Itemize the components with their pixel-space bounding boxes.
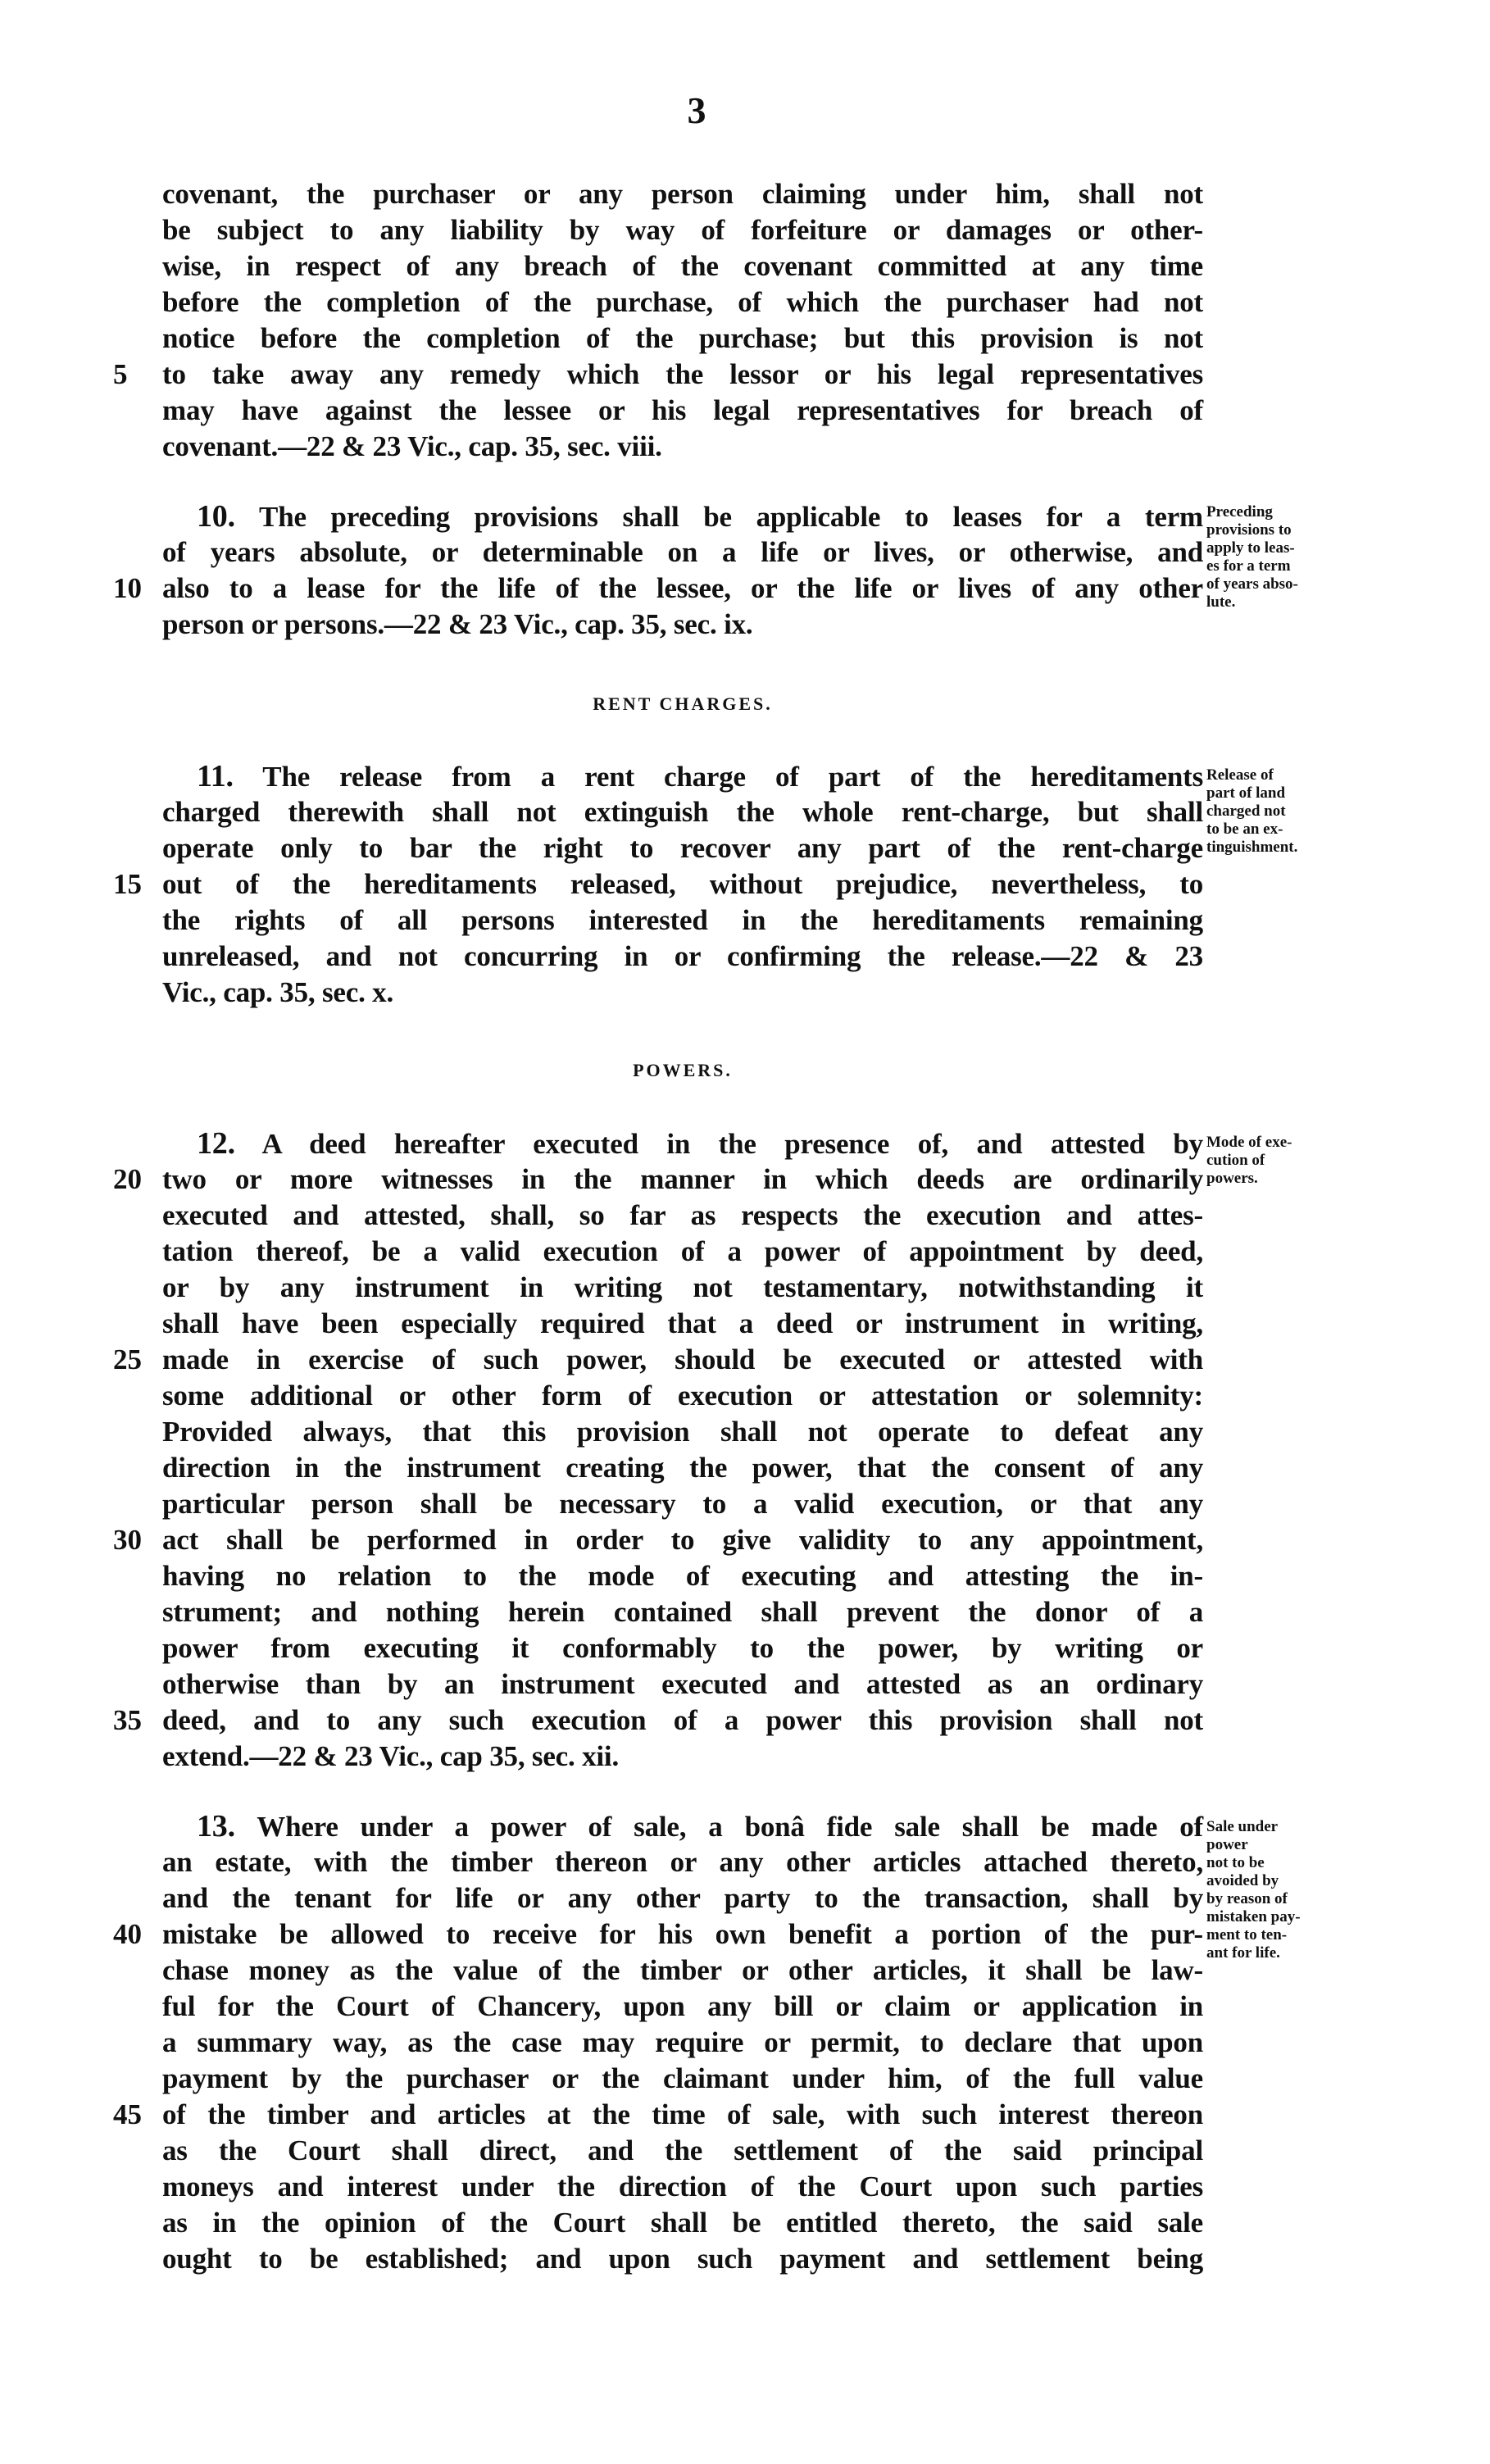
line-number: 30 bbox=[113, 1524, 142, 1556]
section-11-first-line bbox=[162, 758, 1203, 794]
text-line: otherwise than by an instrument executed and attested as an ordinary bbox=[162, 1668, 1203, 1700]
text-line: notice before the completion of the purchase; but this provision is not bbox=[162, 322, 1203, 354]
text-line: having no relation to the mode of executing and attesting the in- bbox=[162, 1560, 1203, 1592]
text-line: or by any instrument in writing not testamentary, notwithstanding it bbox=[162, 1271, 1203, 1303]
side-note-s11 bbox=[1206, 766, 1383, 857]
text-line: operate only to bar the right to recover any part of the rent-charge bbox=[162, 832, 1203, 864]
section-heading-powers: POWERS. bbox=[633, 1060, 733, 1080]
side-note-s13 bbox=[1206, 1818, 1383, 1962]
side-note-line: of years abso- bbox=[1206, 575, 1298, 593]
text-line: a summary way, as the case may require or permit, to declare that upon bbox=[162, 2026, 1203, 2058]
text-line: strument; and nothing herein contained shall prevent the donor of a bbox=[162, 1596, 1203, 1628]
section-10-first-line bbox=[162, 498, 1203, 534]
side-note-line: es for a term bbox=[1206, 557, 1291, 575]
text-line: wise, in respect of any breach of the covenant committed at any time bbox=[162, 250, 1203, 282]
line-number: 25 bbox=[113, 1343, 142, 1375]
line-number: 5 bbox=[113, 358, 128, 390]
text-line: moneys and interest under the direction of the Court upon such parties bbox=[162, 2171, 1203, 2203]
line-number: 15 bbox=[113, 868, 142, 900]
page-number: 3 bbox=[687, 89, 706, 131]
text-line: power from executing it conformably to the power, by writing or bbox=[162, 1632, 1203, 1664]
text-line: tation thereof, be a valid execution of a power of appointment by deed, bbox=[162, 1235, 1203, 1267]
text-line: ful for the Court of Chancery, upon any bill or claim or application in bbox=[162, 1990, 1203, 2022]
text-line: direction in the instrument creating the power, that the consent of any bbox=[162, 1452, 1203, 1484]
text-line: of years absolute, or determinable on a life or lives, or otherwise, and bbox=[162, 536, 1203, 568]
side-note-line: ant for life. bbox=[1206, 1944, 1280, 1962]
side-note-line: Sale under bbox=[1206, 1818, 1279, 1835]
text-line: executed and attested, shall, so far as respects the execution and attes- bbox=[162, 1199, 1203, 1231]
text-line: Provided always, that this provision shall not operate to defeat any bbox=[162, 1416, 1203, 1448]
text-line: and the tenant for life or any other party to the transaction, shall by bbox=[162, 1882, 1203, 1914]
text-line: unreleased, and not concurring in or confirming the release.—22 & 23 bbox=[162, 940, 1203, 972]
line-number: 20 bbox=[113, 1163, 142, 1195]
text-line: to take away any remedy which the lessor or his legal representatives bbox=[162, 358, 1203, 390]
text-line: an estate, with the timber thereon or any other articles attached thereto, bbox=[162, 1846, 1203, 1878]
text-line: of the timber and articles at the time of sale, with such interest thereon bbox=[162, 2098, 1203, 2130]
side-note-line: mistaken pay- bbox=[1206, 1908, 1301, 1925]
section-number: 12. bbox=[197, 1126, 235, 1161]
text-line: some additional or other form of execution or attestation or solemnity: bbox=[162, 1380, 1203, 1412]
text-line: The release from a rent charge of part of the hereditaments bbox=[262, 761, 1203, 793]
side-note-s10 bbox=[1206, 503, 1383, 611]
text-line: two or more witnesses in the manner in which deeds are ordinarily bbox=[162, 1163, 1203, 1195]
text-line: as the Court shall direct, and the settlement of the said principal bbox=[162, 2134, 1203, 2166]
side-note-line: power bbox=[1206, 1836, 1248, 1853]
side-note-line: by reason of bbox=[1206, 1890, 1288, 1907]
text-line: The preceding provisions shall be applicable to leases for a term bbox=[259, 501, 1203, 533]
text-line: may have against the lessee or his legal representatives for breach of bbox=[162, 394, 1203, 426]
text-line: extend.—22 & 23 Vic., cap 35, sec. xii. bbox=[162, 1740, 620, 1772]
side-note-line: tinguishment. bbox=[1206, 839, 1298, 856]
side-note-s12 bbox=[1206, 1134, 1383, 1188]
side-note-line: part of land bbox=[1206, 784, 1286, 802]
text-line: before the completion of the purchase, of which the purchaser had not bbox=[162, 286, 1203, 318]
text-line: Where under a power of sale, a bonâ fide sale shall be made of bbox=[257, 1811, 1203, 1843]
side-note-line: apply to leas- bbox=[1206, 539, 1295, 557]
line-number: 40 bbox=[113, 1918, 142, 1950]
text-line: be subject to any liability by way of forfeiture or damages or other- bbox=[162, 214, 1203, 246]
side-note-line: Release of bbox=[1206, 766, 1274, 784]
text-line: the rights of all persons interested in the hereditaments remaining bbox=[162, 904, 1203, 936]
line-number: 45 bbox=[113, 2098, 142, 2130]
text-line: payment by the purchaser or the claimant under him, of the full value bbox=[162, 2062, 1203, 2094]
side-note-line: cution of bbox=[1206, 1152, 1265, 1169]
section-number: 13. bbox=[197, 1809, 235, 1843]
line-number: 10 bbox=[113, 572, 142, 604]
text-line: chase money as the value of the timber or other articles, it shall be law- bbox=[162, 1954, 1203, 1986]
side-note-line: charged not bbox=[1206, 802, 1286, 820]
section-number: 11. bbox=[197, 759, 234, 793]
side-note-line: Preceding bbox=[1206, 503, 1273, 521]
side-note-line: avoided by bbox=[1206, 1872, 1279, 1889]
side-note-line: provisions to bbox=[1206, 521, 1292, 539]
line-number: 35 bbox=[113, 1704, 142, 1736]
text-line: particular person shall be necessary to a valid execution, or that any bbox=[162, 1488, 1203, 1520]
text-line: covenant, the purchaser or any person claiming under him, shall not bbox=[162, 178, 1203, 210]
text-line: Vic., cap. 35, sec. x. bbox=[162, 976, 394, 1008]
text-line: shall have been especially required that a deed or instrument in writing, bbox=[162, 1307, 1203, 1339]
text-line: covenant.—22 & 23 Vic., cap. 35, sec. viii. bbox=[162, 430, 662, 462]
side-note-line: to be an ex- bbox=[1206, 821, 1283, 838]
text-line: person or persons.—22 & 23 Vic., cap. 35, sec. ix. bbox=[162, 608, 753, 640]
text-line: also to a lease for the life of the lessee, or the life or lives of any other bbox=[162, 572, 1203, 604]
side-note-line: ment to ten- bbox=[1206, 1926, 1288, 1943]
text-line: out of the hereditaments released, without prejudice, nevertheless, to bbox=[162, 868, 1203, 900]
text-line: as in the opinion of the Court shall be entitled thereto, the said sale bbox=[162, 2207, 1203, 2239]
section-number: 10. bbox=[197, 499, 235, 534]
text-line: act shall be performed in order to give validity to any appointment, bbox=[162, 1524, 1203, 1556]
side-note-line: not to be bbox=[1206, 1854, 1265, 1871]
text-line: charged therewith shall not extinguish the whole rent-charge, but shall bbox=[162, 796, 1203, 828]
text-line: ought to be established; and upon such payment and settlement being bbox=[162, 2243, 1203, 2275]
side-note-line: Mode of exe- bbox=[1206, 1134, 1292, 1151]
side-note-line: lute. bbox=[1206, 593, 1236, 611]
section-13-first-line bbox=[162, 1808, 1203, 1844]
text-line: made in exercise of such power, should be executed or attested with bbox=[162, 1343, 1203, 1375]
section-heading-rent-charges: RENT CHARGES. bbox=[593, 693, 773, 714]
text-line: mistake be allowed to receive for his own benefit a portion of the pur- bbox=[162, 1918, 1203, 1950]
text-line: deed, and to any such execution of a power this provision shall not bbox=[162, 1704, 1203, 1736]
side-note-line: powers. bbox=[1206, 1170, 1258, 1187]
section-12-first-line bbox=[162, 1125, 1203, 1162]
text-line: A deed hereafter executed in the presence of, and attested by bbox=[261, 1128, 1203, 1160]
